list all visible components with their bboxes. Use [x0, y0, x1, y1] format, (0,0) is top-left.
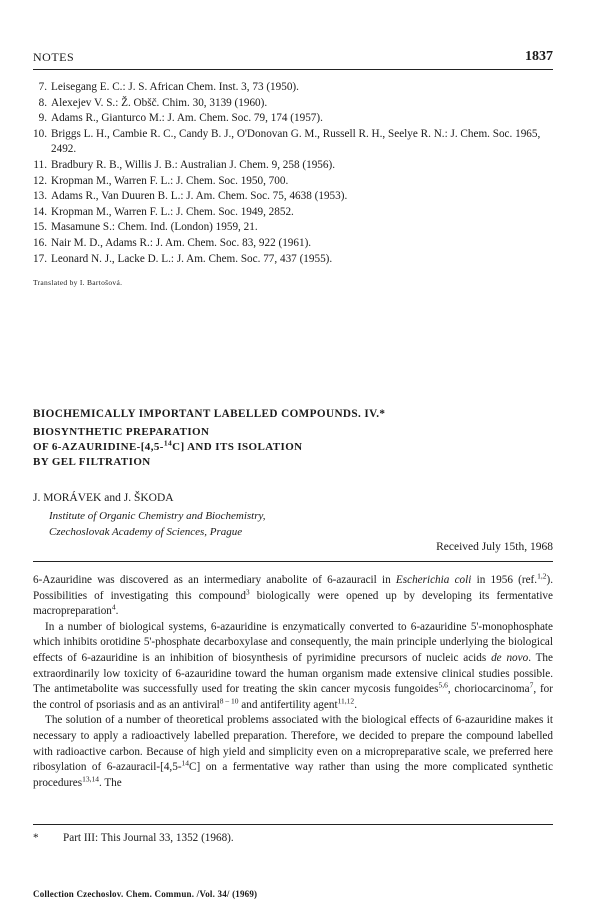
paragraph: The solution of a number of theoretical problems associated with the biological effects of 6-azauridine makes it necessary to apply a radioactively labelled preparation. Therefore, we decided to prepare the compound labelled with radioactive carbon. Because of high yield and simplicity even on a micropreparative scale, we preferred here ribosylation of 6-azauracil-[4,5-$^{14}$C] on a fermentative way rather than using the more complicated synthetic procedures$^{13,14}$. The — [33, 714, 553, 789]
reference-item: 13. Adams R., Van Duuren B. L.: J. Am. Chem. Soc. 75, 4638 (1953). — [33, 190, 348, 203]
reference-item: 15. Masamune S.: Chem. Ind. (London) 1959, 21. — [33, 221, 258, 234]
reference-list — [33, 80, 553, 267]
reference-item: 9. Adams R., Gianturco M.: J. Am. Chem. Soc. 79, 174 (1957). — [38, 112, 323, 125]
journal-page — [33, 0, 553, 924]
header-rule — [33, 69, 553, 70]
article-title: BIOCHEMICALLY IMPORTANT LABELLED COMPOUNDS. IV.* — [33, 408, 386, 420]
footnote: * Part III: This Journal 33, 1352 (1968). — [33, 832, 234, 844]
reference-item: 7. Leisegang E. C.: J. S. African Chem. Inst. 3, 73 (1950). — [38, 81, 299, 93]
reference-item: 8. Alexejev V. S.: Ž. Obšč. Chim. 30, 3139 (1960). — [38, 96, 268, 109]
reference-item: 12. Kropman M., Warren F. L.: J. Chem. Soc. 1950, 700. — [33, 174, 289, 187]
journal-footer: Collection Czechoslov. Chem. Commun. /Vol. 34/ (1969) — [33, 889, 258, 899]
article-body — [33, 573, 553, 791]
reference-item: 16. Nair M. D., Adams R.: J. Am. Chem. Soc. 83, 922 (1961). — [33, 236, 312, 249]
translator-credit: Translated by I. Bartošová. — [33, 278, 123, 287]
reference-item: 14. Kropman M., Warren F. L.: J. Chem. Soc. 1949, 2852. — [33, 205, 294, 218]
paragraph: 6-Azauridine was discovered as an intermediary anabolite of 6-azauracil in Escherichia coli in 1956 (ref.$^{1,2}$). Possibilities of investigating this compound$^3$ biologically were opened up by developing its fermentative macropreparation$^4$. — [33, 571, 553, 618]
reference-item: 17. Leonard N. J., Lacke D. L.: J. Am. Chem. Soc. 77, 437 (1955). — [33, 252, 333, 265]
page-header — [33, 50, 553, 68]
footnote-rule — [33, 824, 553, 825]
reference-item: 11. Bradbury R. B., Willis J. B.: Australian J. Chem. 9, 258 (1956). — [33, 158, 335, 171]
reference-item: 10. Briggs L. H., Cambie R. C., Candy B. J., O'Donovan G. M., Russell R. H., Seelye R. N.: J. Chem. Soc. 1965, 2492. — [33, 127, 541, 156]
received-date: Received July 15th, 1968 — [436, 541, 553, 553]
article-title-block — [33, 408, 553, 470]
section-label: NOTES — [33, 50, 75, 64]
affiliation: Institute of Organic Chemistry and Biochemistry, Czechoslovak Academy of Sciences, Prague — [49, 510, 266, 538]
page-number: 1837 — [525, 49, 553, 64]
authors: J. MORÁVEK and J. ŠKODA — [33, 492, 174, 504]
article-subtitle: BIOSYNTHETIC PREPARATION OF 6-AZAURIDINE-[4,5-$^{14}$C] AND ITS ISOLATION BY GEL FILTRATION — [33, 426, 303, 468]
paragraph: In a number of biological systems, 6-azauridine is enzymatically converted to 6-azauridine 5'-monophosphate which inhibits orotidine 5'-phosphate decarboxylase and consequently, the main principle underlying the biological effects of 6-azauridine is an inhibition of biosynthesis of pyrimidine precursors of nucleic acids de novo. The extraordinarily low toxicity of 6-azauridine toward the human organism made extensive clinical studies possible. The antimetabolite was successfully used for treating the skin cancer mycosis fungoides$^{5,6}$, choriocarcinoma$^7$, for the control of psoriasis and as an antiviral$^{8 - 10}$ and antifertility agent$^{11,12}$. — [33, 620, 553, 711]
title-rule — [33, 561, 553, 562]
